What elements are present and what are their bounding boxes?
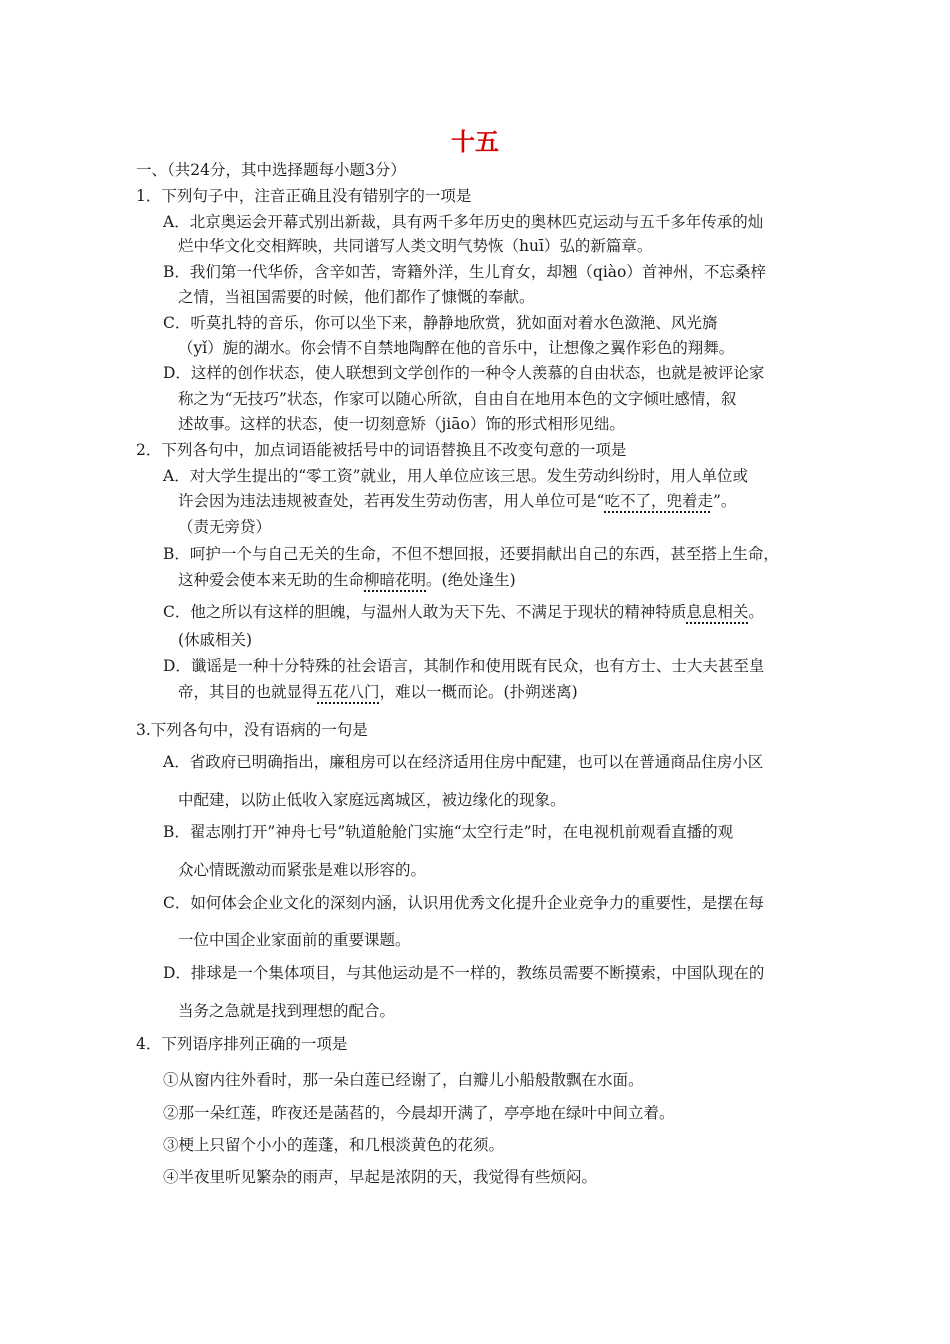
q3-option-d-cont: 当务之急就是找到理想的配合。	[178, 1002, 396, 1020]
q1-option-d-cont: 称之为“无技巧”状态，作家可以随心所欲，自由自在地用本色的文字倾吐感情，叙	[178, 390, 737, 408]
dotted-phrase: 息息相关	[686, 603, 749, 621]
q1-option-b: B．我们第一代华侨，含辛如苦，寄籍外洋，生儿育女，却翘（qiào）首神州，不忘桑梓	[163, 263, 766, 281]
section-header: 一、（共24分，其中选择题每小题3分）	[136, 161, 406, 179]
q2-option-c: C．他之所以有这样的胆魄，与温州人敢为天下先、不满足于现状的精神特质息息相关。	[163, 603, 764, 621]
dotted-phrase: 柳暗花明	[364, 571, 427, 589]
q2-option-a-cont: 许会因为违法违规被查处，若再发生劳动伤害，用人单位可是“吃不了，兜着走”。	[178, 492, 737, 510]
q1-stem: 1．下列句子中，注音正确且没有错别字的一项是	[136, 187, 472, 205]
dotted-phrase: 五花八门	[317, 683, 380, 701]
q4-stem: 4．下列语序排列正确的一项是	[136, 1035, 348, 1053]
q2-option-d-cont: 帝，其目的也就显得五花八门，难以一概而论。(扑朔迷离)	[178, 683, 578, 701]
dotted-phrase: 吃不了，兜着走	[604, 492, 713, 510]
q3-option-c-cont: 一位中国企业家面前的重要课题。	[178, 931, 411, 949]
q1-option-a: A．北京奥运会开幕式别出新裁，具有两千多年历史的奥林匹克运动与五千多年传承的灿	[163, 213, 764, 231]
q4-sentence-2: ②那一朵红莲，昨夜还是菡萏的，今晨却开满了，亭亭地在绿叶中间立着。	[163, 1104, 675, 1122]
q2-option-d: D．谶谣是一种十分特殊的社会语言，其制作和使用既有民众，也有方士、士大夫甚至皇	[163, 657, 765, 675]
q1-option-d: D．这样的创作状态，使人联想到文学创作的一种令人羡慕的自由状态，也就是被评论家	[163, 364, 765, 382]
q2-option-b: B．呵护一个与自己无关的生命，不但不想回报，还要捐献出自己的东西，甚至搭上生命，	[163, 545, 779, 563]
q2-option-a: A．对大学生提出的“零工资”就业，用人单位应该三思。发生劳动纠纷时，用人单位或	[163, 467, 749, 485]
q3-option-a: A．省政府已明确指出，廉租房可以在经济适用住房中配建，也可以在普通商品住房小区	[163, 753, 764, 771]
q2-option-c-replacement: (休戚相关)	[178, 631, 253, 649]
q3-stem: 3.下列各句中，没有语病的一句是	[136, 721, 368, 739]
q4-sentence-1: ①从窗内往外看时，那一朵白莲已经谢了，白瓣儿小船般散飘在水面。	[163, 1071, 644, 1089]
q4-sentence-3: ③梗上只留个小小的莲蓬，和几根淡黄色的花须。	[163, 1136, 505, 1154]
q1-option-c-cont: （yǐ）旎的湖水。你会情不自禁地陶醉在他的音乐中，让想像之翼作彩色的翔舞。	[178, 339, 735, 357]
q2-stem: 2．下列各句中，加点词语能被括号中的词语替换且不改变句意的一项是	[136, 441, 627, 459]
q3-option-b-cont: 众心情既激动而紧张是难以形容的。	[178, 861, 427, 879]
q1-option-c: C．听莫扎特的音乐，你可以坐下来，静静地欣赏，犹如面对着水色潋滟、风光旖	[163, 314, 718, 332]
page-title: 十五	[451, 128, 499, 156]
q3-option-b: B．翟志刚打开”神舟七号”轨道舱舱门实施“太空行走”时，在电视机前观看直播的观	[163, 823, 734, 841]
q2-option-a-replacement: （责无旁贷）	[178, 518, 272, 536]
q1-option-b-cont: 之情，当祖国需要的时候，他们都作了慷慨的奉献。	[178, 288, 535, 306]
q1-option-a-cont: 烂中华文化交相辉映，共同谱写人类文明气势恢（huī）弘的新篇章。	[178, 237, 653, 255]
q3-option-c: C．如何体会企业文化的深刻内涵，认识用优秀文化提升企业竞争力的重要性，是摆在每	[163, 894, 764, 912]
q2-option-b-cont: 这种爱会使本来无助的生命柳暗花明。(绝处逢生)	[178, 571, 516, 589]
q4-sentence-4: ④半夜里听见繁杂的雨声，早起是浓阴的天，我觉得有些烦闷。	[163, 1168, 598, 1186]
q1-option-d-cont2: 述故事。这样的状态，使一切刻意矫（jiāo）饰的形式相形见绌。	[178, 415, 625, 433]
q3-option-d: D．排球是一个集体项目，与其他运动是不一样的，教练员需要不断摸索，中国队现在的	[163, 964, 765, 982]
q3-option-a-cont: 中配建，以防止低收入家庭远离城区，被边缘化的现象。	[178, 791, 566, 809]
